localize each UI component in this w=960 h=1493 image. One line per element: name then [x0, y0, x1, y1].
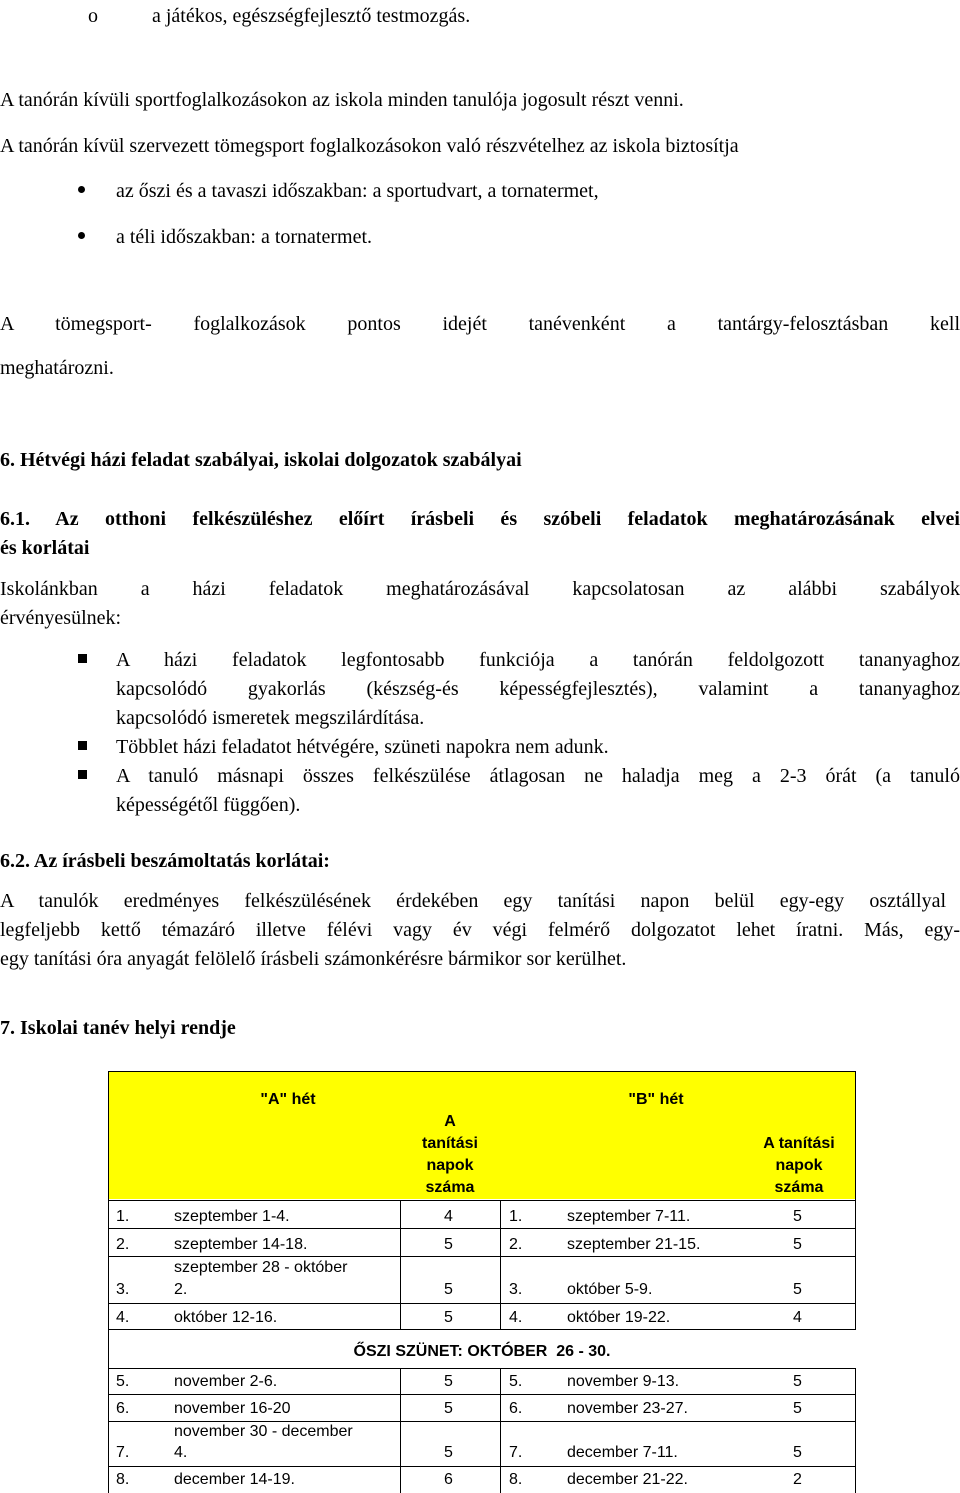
table-cell-dates: szeptember 14-18. [174, 1236, 308, 1253]
table-cell-dates: november 23-27. [567, 1400, 688, 1417]
subsection-6-1-heading-line1: 6.1. Az otthoni felkészüléshez előírt írásbeli és szóbeli feladatok meghatározásának elvei [0, 508, 960, 530]
table-cell-days: 2 [793, 1471, 802, 1488]
table-cell-days: 5 [444, 1400, 453, 1417]
table-cell-dates: november 30 - december [174, 1423, 353, 1440]
table-cell-week-no: 2. [116, 1236, 130, 1253]
school-calendar-table [108, 1071, 856, 1493]
rule-2: Többlet házi feladatot hétvégére, szüneti napokra nem adunk. [116, 736, 609, 758]
table-cell-week-no: 3. [116, 1281, 130, 1298]
rule-3-line2: képességétől függően). [116, 794, 301, 816]
table-cell-dates: november 9-13. [567, 1373, 680, 1390]
header-days-a: A tanítási napok száma [421, 1113, 478, 1196]
table-cell-week-no: 7. [116, 1444, 130, 1461]
table-cell-dates: szeptember 21-15. [567, 1236, 701, 1253]
table-cell-week-no: 8. [116, 1471, 130, 1488]
header-week-a: "A" hét [260, 1091, 316, 1108]
rule-1-line3: kapcsolódó ismeretek megszilárdítása. [116, 707, 425, 729]
table-cell-dates: október 12-16. [174, 1309, 278, 1326]
table-cell-dates: november 2-6. [174, 1373, 278, 1390]
written-assessment-line1: A tanulók eredményes felkészülésének érdekében egy tanítási napon belül egy-egy osztállyal [0, 890, 946, 912]
rule-1-line1: A házi feladatok legfontosabb funkciója a tanórán feldolgozott tananyaghoz [116, 649, 960, 671]
table-cell-days: 5 [793, 1236, 802, 1253]
table-cell-days: 5 [444, 1281, 453, 1298]
table-cell-dates: december 7-11. [567, 1444, 678, 1461]
bullet-item: a téli időszakban: a tornatermet. [116, 226, 373, 248]
table-cell-week-no: 6. [509, 1400, 523, 1417]
paragraph-schedule-line2: meghatározni. [0, 357, 114, 379]
table-cell-dates: december 14-19. [174, 1471, 295, 1488]
table-cell-days: 6 [444, 1471, 453, 1488]
table-cell-week-no: 6. [116, 1400, 130, 1417]
paragraph-schedule-line1: A tömegsport- foglalkozások pontos idejét tanévenként a tantárgy-felosztásban kell [0, 313, 960, 335]
table-cell-dates: 2. [174, 1281, 188, 1298]
bullet-o-marker: o [88, 5, 98, 27]
table-cell-dates: 4. [174, 1444, 188, 1461]
table-cell-week-no: 1. [509, 1208, 523, 1225]
table-cell-week-no: 4. [116, 1309, 130, 1326]
table-cell-dates: november 16-20 [174, 1400, 291, 1417]
section-7-heading: 7. Iskolai tanév helyi rendje [0, 1017, 236, 1039]
table-cell-week-no: 5. [509, 1373, 523, 1390]
table-cell-dates: december 21-22. [567, 1471, 688, 1488]
header-week-b: "B" hét [628, 1091, 684, 1108]
table-cell-week-no: 7. [509, 1444, 523, 1461]
table-cell-week-no: 2. [509, 1236, 523, 1253]
table-cell-days: 5 [793, 1373, 802, 1390]
bullet-dot-icon [78, 186, 85, 193]
table-cell-days: 4 [793, 1309, 802, 1326]
table-cell-week-no: 4. [509, 1309, 523, 1326]
table-cell-dates: szeptember 28 - október [174, 1259, 348, 1276]
table-cell-dates: október 19-22. [567, 1309, 671, 1326]
table-cell-dates: október 5-9. [567, 1281, 653, 1298]
rule-1-line2: kapcsolódó gyakorlás (készség-és képességfejlesztés), valamint a tananyaghoz [116, 678, 960, 700]
table-cell-week-no: 8. [509, 1471, 523, 1488]
table-cell-days: 5 [793, 1444, 802, 1461]
table-cell-days: 5 [444, 1444, 453, 1461]
paragraph-mass-sport: A tanórán kívül szervezett tömegsport foglalkozásokon való részvételhez az iskola biztosítja [0, 135, 739, 157]
table-cell-days: 5 [444, 1309, 453, 1326]
table-cell-week-no: 1. [116, 1208, 130, 1225]
table-cell-days: 5 [793, 1400, 802, 1417]
table-cell-dates: szeptember 7-11. [567, 1208, 691, 1225]
square-bullet-icon [78, 654, 87, 663]
paragraph-sport-eligibility: A tanórán kívüli sportfoglalkozásokon az iskola minden tanulója jogosult részt venni. [0, 89, 684, 111]
bullet-dot-icon [78, 232, 85, 239]
square-bullet-icon [78, 770, 87, 779]
rule-3-line1: A tanuló másnapi összes felkészülése átlagosan ne haladja meg a 2-3 órát (a tanuló [116, 765, 960, 787]
homework-intro-line1: Iskolánkban a házi feladatok meghatározásával kapcsolatosan az alábbi szabályok [0, 578, 960, 600]
table-cell-week-no: 5. [116, 1373, 130, 1390]
table-cell-week-no: 3. [509, 1281, 523, 1298]
square-bullet-icon [78, 741, 87, 750]
table-cell-days: 5 [793, 1208, 802, 1225]
homework-intro-line2: érvényesülnek: [0, 607, 122, 629]
table-cell-days: 4 [444, 1208, 453, 1225]
subsection-6-2-heading: 6.2. Az írásbeli beszámoltatás korlátai: [0, 850, 330, 872]
table-cell-days: 5 [444, 1373, 453, 1390]
table-cell-days: 5 [444, 1236, 453, 1253]
table-cell-days: 5 [793, 1281, 802, 1298]
bullet-item: az őszi és a tavaszi időszakban: a sportudvart, a tornatermet, [116, 180, 599, 202]
written-assessment-line3: egy tanítási óra anyagát felölelő írásbeli számonkérésre bármikor sor kerülhet. [0, 948, 627, 970]
written-assessment-line2: legfeljebb kettő témazáró illetve félévi vagy év végi felmérő dolgozatot lehet íratni. Más, egy- [0, 919, 960, 941]
header-days-b: A tanítási napok száma [763, 1135, 835, 1196]
bullet-o-text: a játékos, egészségfejlesztő testmozgás. [152, 5, 471, 27]
autumn-break-label: ŐSZI SZÜNET: OKTÓBER 26 - 30. [353, 1343, 611, 1360]
table-cell-dates: szeptember 1-4. [174, 1208, 290, 1225]
subsection-6-1-heading-line2: és korlátai [0, 537, 90, 559]
section-6-heading: 6. Hétvégi házi feladat szabályai, iskolai dolgozatok szabályai [0, 449, 522, 471]
